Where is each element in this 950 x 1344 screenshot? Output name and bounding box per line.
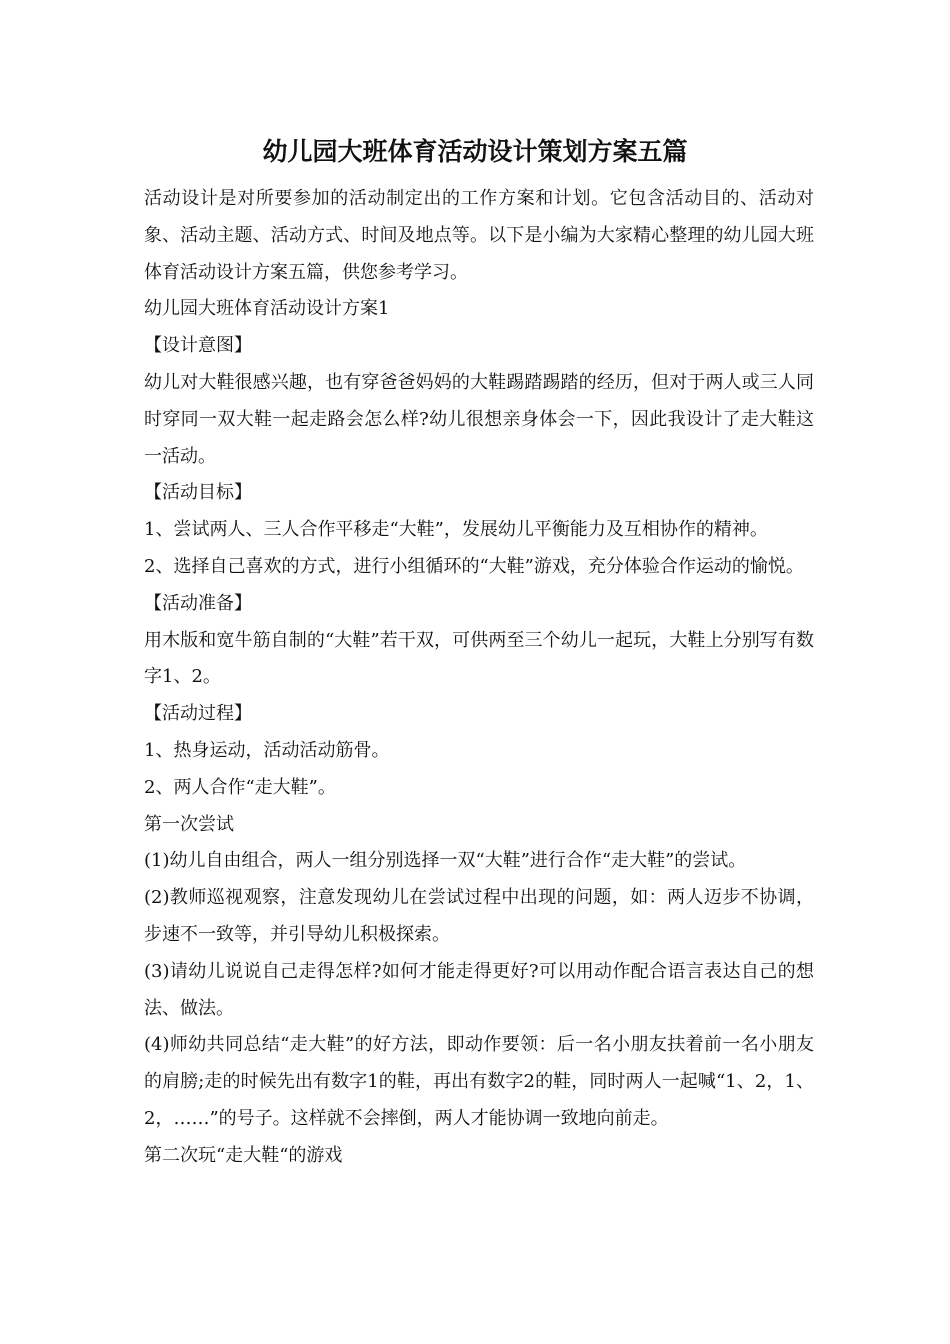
document-body <box>144 181 814 1175</box>
second-attempt-heading: 第二次玩“走大鞋“的游戏 <box>144 1144 343 1166</box>
subheading-activity-goals: 【活动目标】 <box>144 482 252 504</box>
goal-item-1: 1、尝试两人、三人合作平移走“大鞋”，发展幼儿平衡能力及互相协作的精神。 <box>144 519 768 541</box>
process-step-2: 2、两人合作“走大鞋”。 <box>144 776 336 798</box>
goal-item-2: 2、选择自己喜欢的方式，进行小组循环的“大鞋”游戏，充分体验合作运动的愉悦。 <box>144 555 804 577</box>
section-heading-plan-1: 幼儿园大班体育活动设计方案1 <box>144 298 390 320</box>
first-attempt-item-4: (4)师幼共同总结“走大鞋”的好方法，即动作要领：后一名小朋友扶着前一名小朋友的肩膀;走的时候先出有数字1的鞋，再出有数字2的鞋，同时两人一起喊“1、2，1、2，……”的号子。这样就不会摔倒，两人才能协调一致地向前走。 <box>144 1034 814 1129</box>
document-title: 幼儿园大班体育活动设计策划方案五篇 <box>262 137 688 166</box>
first-attempt-item-3: (3)请幼儿说说自己走得怎样?如何才能走得更好?可以用动作配合语言表达自己的想法、做法。 <box>144 960 814 1019</box>
subheading-activity-preparation: 【活动准备】 <box>144 592 252 614</box>
first-attempt-heading: 第一次尝试 <box>144 813 234 835</box>
design-intent-paragraph: 幼儿对大鞋很感兴趣，也有穿爸爸妈妈的大鞋踢踏踢踏的经历，但对于两人或三人同时穿同一双大鞋一起走路会怎么样?幼儿很想亲身体会一下，因此我设计了走大鞋这一活动。 <box>144 371 814 467</box>
first-attempt-item-1: (1)幼儿自由组合，两人一组分别选择一双“大鞋”进行合作“走大鞋”的尝试。 <box>144 850 747 872</box>
process-step-1: 1、热身运动，活动活动筋骨。 <box>144 739 390 761</box>
first-attempt-item-2: (2)教师巡视观察，注意发现幼儿在尝试过程中出现的问题，如：两人迈步不协调，步速不一致等，并引导幼儿积极探索。 <box>144 887 814 945</box>
intro-paragraph: 活动设计是对所要参加的活动制定出的工作方案和计划。它包含活动目的、活动对象、活动主题、活动方式、时间及地点等。以下是小编为大家精心整理的幼儿园大班体育活动设计方案五篇，供您参考学习。 <box>144 188 814 283</box>
subheading-activity-process: 【活动过程】 <box>144 703 252 725</box>
subheading-design-intent: 【设计意图】 <box>144 335 252 357</box>
preparation-paragraph: 用木版和宽牛筋自制的“大鞋”若干双，可供两至三个幼儿一起玩，大鞋上分别写有数字1、2。 <box>144 629 814 688</box>
